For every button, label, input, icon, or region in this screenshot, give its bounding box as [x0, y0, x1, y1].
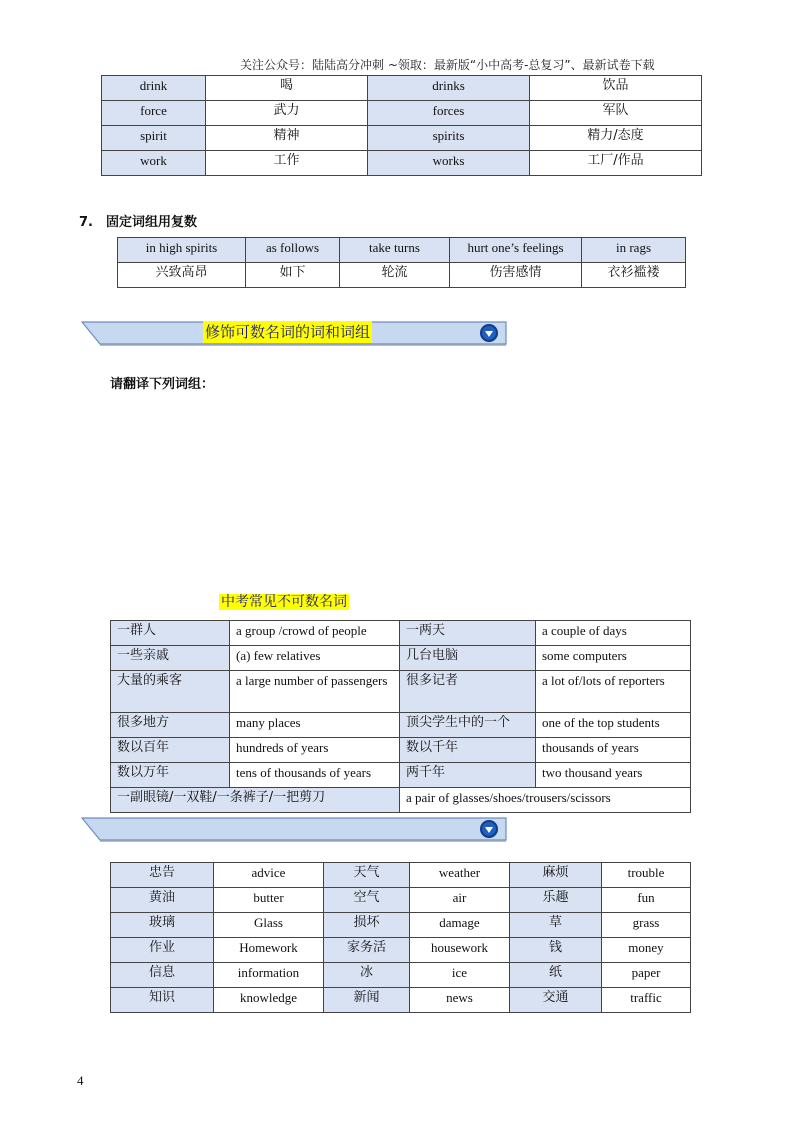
table-cell: 玻璃 — [111, 913, 214, 938]
table-cell: 空气 — [324, 888, 410, 913]
table-cell: drinks — [368, 76, 530, 101]
table-cell: 一副眼镜/一双鞋/一条裤子/一把剪刀 — [111, 788, 400, 813]
table-cell: 喝 — [206, 76, 368, 101]
table-cell: 工作 — [206, 151, 368, 176]
table-cell: 如下 — [246, 263, 340, 288]
table-cell: 顶尖学生中的一个 — [400, 713, 536, 738]
table-cell: Glass — [214, 913, 324, 938]
table-row — [102, 101, 702, 126]
fixed-phrase-table — [117, 237, 686, 288]
table-cell: 一群人 — [111, 621, 230, 646]
section-banner-uncountable — [80, 816, 508, 842]
table-cell: 新闻 — [324, 988, 410, 1013]
table-cell: hurt one’s feelings — [450, 238, 582, 263]
table-cell: in high spirits — [118, 238, 246, 263]
table-cell: 忠告 — [111, 863, 214, 888]
table-cell: 衣衫褴褛 — [582, 263, 686, 288]
table-cell: many places — [230, 713, 400, 738]
table-cell: 家务活 — [324, 938, 410, 963]
table-cell: 天气 — [324, 863, 410, 888]
table-cell: 乐趣 — [510, 888, 602, 913]
table-cell: two thousand years — [536, 763, 691, 788]
table-cell: fun — [602, 888, 691, 913]
table-cell: 草 — [510, 913, 602, 938]
table-row — [111, 671, 691, 713]
table-cell: 纸 — [510, 963, 602, 988]
table-cell: a couple of days — [536, 621, 691, 646]
table-cell: weather — [410, 863, 510, 888]
instruction-text: 请翻译下列词组： — [110, 377, 215, 392]
table-cell: air — [410, 888, 510, 913]
page-number: 4 — [77, 1073, 84, 1088]
table-row — [111, 621, 691, 646]
table-cell: 信息 — [111, 963, 214, 988]
table-cell: a pair of glasses/shoes/trousers/scissors — [400, 788, 691, 813]
table-cell: 饮品 — [530, 76, 702, 101]
uncountable-subtitle-wrap — [219, 591, 349, 612]
table-cell: 数以千年 — [400, 738, 536, 763]
table-cell: a large number of passengers — [230, 671, 400, 713]
table-row — [102, 126, 702, 151]
header-note: 关注公众号：陆陆高分冲刺 ~领取：最新版“小中高考-总复习”、最新试卷下载 — [240, 58, 655, 72]
table-cell: 大量的乘客 — [111, 671, 230, 713]
table-cell: forces — [368, 101, 530, 126]
table-cell: 轮流 — [340, 263, 450, 288]
table-cell: Homework — [214, 938, 324, 963]
table-cell: butter — [214, 888, 324, 913]
table-cell: 工厂/作品 — [530, 151, 702, 176]
table-cell: housework — [410, 938, 510, 963]
table-cell: 精力/态度 — [530, 126, 702, 151]
table-cell: advice — [214, 863, 324, 888]
table-cell: 几台电脑 — [400, 646, 536, 671]
table-row — [111, 763, 691, 788]
table-cell: (a) few relatives — [230, 646, 400, 671]
table-cell: 武力 — [206, 101, 368, 126]
table-cell: ice — [410, 963, 510, 988]
table-cell: knowledge — [214, 988, 324, 1013]
table-row — [118, 238, 686, 263]
table-cell: traffic — [602, 988, 691, 1013]
table-cell: 一些亲戚 — [111, 646, 230, 671]
table-cell: grass — [602, 913, 691, 938]
table-cell: in rags — [582, 238, 686, 263]
table-cell: paper — [602, 963, 691, 988]
table-row — [111, 646, 691, 671]
table-cell: take turns — [340, 238, 450, 263]
table-cell: information — [214, 963, 324, 988]
chevron-down-icon[interactable] — [480, 820, 498, 838]
table-cell: 麻烦 — [510, 863, 602, 888]
table-cell: 知识 — [111, 988, 214, 1013]
table-cell: spirit — [102, 126, 206, 151]
table-cell: as follows — [246, 238, 340, 263]
table-cell: money — [602, 938, 691, 963]
banner-shape — [80, 816, 508, 842]
table-cell: 冰 — [324, 963, 410, 988]
table-row — [111, 888, 691, 913]
table-cell: drink — [102, 76, 206, 101]
table-row — [102, 151, 702, 176]
table-row — [118, 263, 686, 288]
table-cell: spirits — [368, 126, 530, 151]
chevron-down-icon[interactable] — [480, 324, 498, 342]
table-row — [111, 863, 691, 888]
section-banner-countable — [80, 320, 508, 346]
table-cell: 钱 — [510, 938, 602, 963]
table-cell: 军队 — [530, 101, 702, 126]
table-cell: 作业 — [111, 938, 214, 963]
table-cell: 两千年 — [400, 763, 536, 788]
table-cell: 数以万年 — [111, 763, 230, 788]
table-cell: a group /crowd of people — [230, 621, 400, 646]
table-row — [111, 913, 691, 938]
table-cell: 一两天 — [400, 621, 536, 646]
banner-title: 修饰可数名词的词和词组 — [205, 323, 371, 341]
table-cell: news — [410, 988, 510, 1013]
table-cell: works — [368, 151, 530, 176]
table-cell: 很多记者 — [400, 671, 536, 713]
section-7-title: 7. 固定词组用复数 — [79, 215, 197, 230]
table-cell: 兴致高昂 — [118, 263, 246, 288]
table-cell: 精神 — [206, 126, 368, 151]
plural-meaning-table — [101, 75, 702, 176]
table-row — [111, 938, 691, 963]
table-row — [111, 988, 691, 1013]
table-cell: force — [102, 101, 206, 126]
table-row — [111, 963, 691, 988]
uncountable-subtitle: 中考常见不可数名词 — [221, 594, 347, 610]
table-cell: 黄油 — [111, 888, 214, 913]
countable-phrase-table — [110, 620, 691, 813]
table-cell: tens of thousands of years — [230, 763, 400, 788]
table-row — [102, 76, 702, 101]
uncountable-noun-table — [110, 862, 691, 1013]
table-row — [111, 713, 691, 738]
table-cell: 交通 — [510, 988, 602, 1013]
table-cell: 伤害感情 — [450, 263, 582, 288]
table-cell: trouble — [602, 863, 691, 888]
table-cell: hundreds of years — [230, 738, 400, 763]
table-cell: work — [102, 151, 206, 176]
table-cell: 数以百年 — [111, 738, 230, 763]
table-cell: damage — [410, 913, 510, 938]
table-cell: a lot of/lots of reporters — [536, 671, 691, 713]
table-row — [111, 788, 691, 813]
table-cell: 很多地方 — [111, 713, 230, 738]
table-cell: 损坏 — [324, 913, 410, 938]
table-cell: one of the top students — [536, 713, 691, 738]
table-row — [111, 738, 691, 763]
table-cell: some computers — [536, 646, 691, 671]
table-cell: thousands of years — [536, 738, 691, 763]
